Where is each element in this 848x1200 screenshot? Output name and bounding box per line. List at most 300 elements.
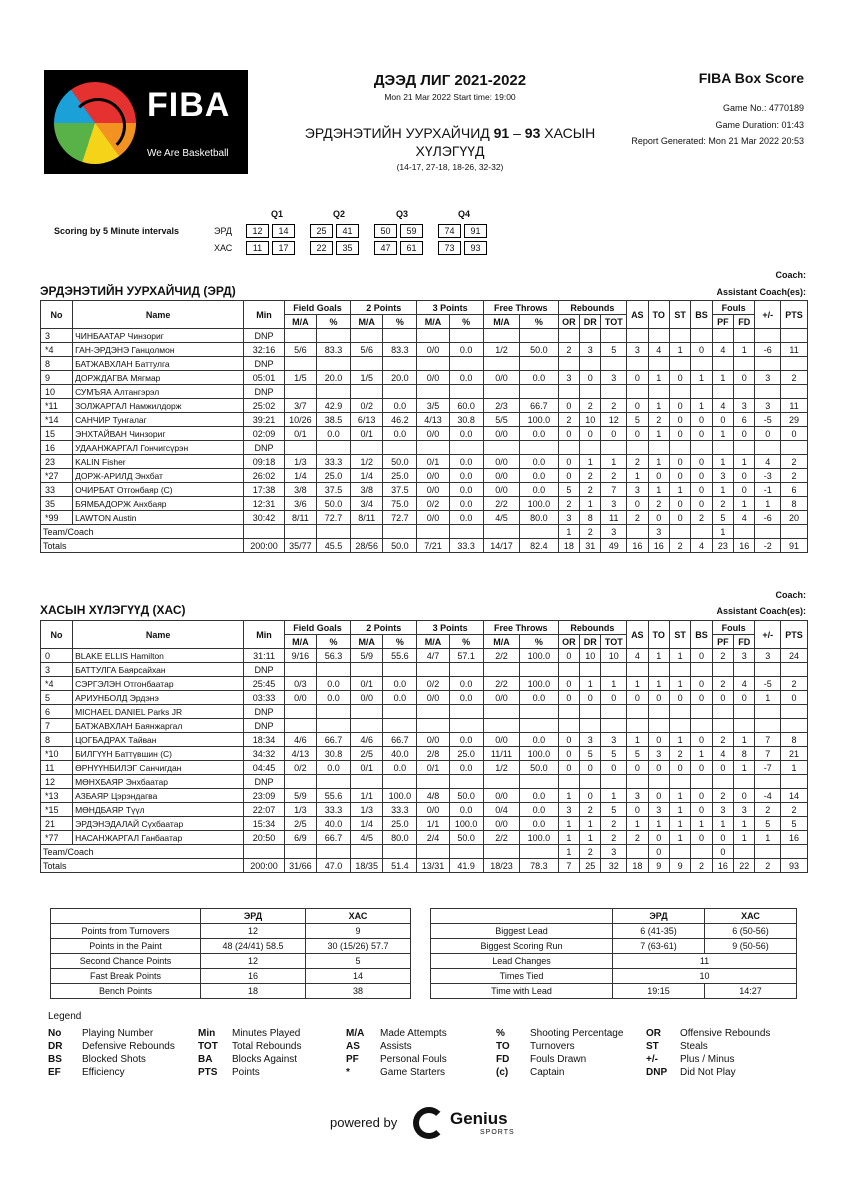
stat-cell: 0/2: [417, 677, 449, 691]
stat-cell: 11: [601, 511, 627, 525]
stat-cell: 72.7: [383, 511, 417, 525]
stat-cell: 0: [669, 511, 690, 525]
score-dash: –: [513, 125, 521, 141]
col-plus-minus: +/-: [755, 301, 781, 329]
legend-item: [646, 1067, 736, 1078]
stat-cell: [417, 719, 449, 733]
stat-cell: 2: [580, 399, 601, 413]
stat-cell: 3: [558, 371, 579, 385]
stat-cell: [483, 357, 519, 371]
game-number: Game No.: 4770189: [722, 103, 804, 113]
stat-cell: 2/2: [483, 677, 519, 691]
stat-cell: 0/0: [483, 483, 519, 497]
summary-value: 10: [613, 969, 797, 984]
stat-cell: [712, 705, 733, 719]
stat-cell: 75.0: [383, 497, 417, 511]
summary-value: 38: [306, 984, 411, 999]
legend-abbr: DNP: [646, 1067, 668, 1078]
totals-label: Totals: [41, 859, 244, 873]
stat-cell: [383, 705, 417, 719]
stat-cell: 7: [601, 483, 627, 497]
stat-cell: [316, 719, 350, 733]
stat-cell: [601, 385, 627, 399]
totals-label: Totals: [41, 539, 244, 553]
stat-cell: САНЧИР Тунгалаг: [73, 413, 244, 427]
stat-cell: 0: [627, 371, 648, 385]
legend-desc: Total Rebounds: [232, 1041, 302, 1052]
stat-cell: 0: [669, 691, 690, 705]
stat-cell: 3: [648, 803, 669, 817]
stat-cell: [449, 845, 483, 859]
stat-cell: 0: [558, 469, 579, 483]
col-free-throws: Free Throws: [483, 301, 558, 315]
stat-cell: [734, 719, 755, 733]
player-row: [41, 497, 808, 511]
legend-desc: Captain: [530, 1067, 565, 1078]
player-row: [41, 691, 808, 705]
quarter-scores: (14-17, 27-18, 18-26, 32-32): [396, 162, 504, 172]
stat-cell: 6: [41, 705, 73, 719]
date-line: Mon 21 Mar 2022 Start time: 19:00: [384, 92, 516, 102]
stat-cell: 3: [601, 845, 627, 859]
stat-cell: 0/2: [284, 761, 316, 775]
stat-cell: -3: [755, 469, 781, 483]
stat-cell: 1: [580, 497, 601, 511]
stat-cell: 23:09: [244, 789, 285, 803]
stat-cell: [648, 705, 669, 719]
stat-cell: [601, 663, 627, 677]
stat-cell: [601, 441, 627, 455]
stat-cell: [351, 385, 383, 399]
stat-cell: 0/0: [483, 789, 519, 803]
matchup-line: [270, 125, 630, 141]
col-steals: ST: [669, 621, 690, 649]
stat-cell: 1/2: [483, 343, 519, 357]
stat-cell: 0.0: [383, 399, 417, 413]
stat-cell: 0: [734, 691, 755, 705]
stat-cell: БАТТУЛГА Баярсайхан: [73, 663, 244, 677]
stat-cell: 7/21: [417, 539, 449, 553]
stat-cell: 16: [648, 539, 669, 553]
stat-cell: 3: [601, 733, 627, 747]
stat-cell: 23: [712, 539, 733, 553]
stat-cell: [755, 525, 781, 539]
player-row: [41, 385, 808, 399]
stat-cell: 5: [755, 817, 781, 831]
stat-cell: 1: [648, 455, 669, 469]
stat-cell: 0: [691, 789, 712, 803]
col-3p-pct: %: [449, 315, 483, 329]
stat-cell: [627, 775, 648, 789]
stat-cell: 2: [601, 831, 627, 845]
summary-value: 14: [306, 969, 411, 984]
stat-cell: [316, 775, 350, 789]
totals-row: [41, 859, 808, 873]
stat-cell: 23: [41, 455, 73, 469]
team1-coach: Coach:: [775, 270, 806, 280]
stat-cell: 60.0: [449, 399, 483, 413]
stat-cell: 5: [601, 747, 627, 761]
stat-cell: 05:01: [244, 371, 285, 385]
stat-cell: [383, 329, 417, 343]
stat-cell: ДОРЖДАГВА Мягмар: [73, 371, 244, 385]
stat-cell: 8/11: [351, 511, 383, 525]
stat-cell: 0: [558, 747, 579, 761]
stat-cell: [351, 663, 383, 677]
stat-cell: DNP: [244, 329, 285, 343]
stat-cell: 55.6: [316, 789, 350, 803]
stat-cell: 50.0: [316, 497, 350, 511]
stat-cell: 50.0: [520, 343, 559, 357]
stat-cell: 0/0: [483, 469, 519, 483]
stat-cell: 0.0: [449, 497, 483, 511]
stat-cell: 11: [781, 343, 808, 357]
stat-cell: 51.4: [383, 859, 417, 873]
stat-cell: 2: [712, 789, 733, 803]
stat-cell: 32:16: [244, 343, 285, 357]
stat-cell: 1: [580, 817, 601, 831]
stat-cell: 57.1: [449, 649, 483, 663]
stat-cell: 1: [734, 831, 755, 845]
stat-cell: [383, 845, 417, 859]
stat-cell: 0.0: [383, 691, 417, 705]
stat-cell: 11: [41, 761, 73, 775]
stat-cell: KALIN Fisher: [73, 455, 244, 469]
stat-cell: 1: [580, 677, 601, 691]
stat-cell: 20.0: [383, 371, 417, 385]
q1-label: Q1: [271, 209, 284, 219]
stat-cell: 0/0: [417, 371, 449, 385]
stat-cell: [558, 385, 579, 399]
away-team-name-line2: ХҮЛЭГҮҮД: [415, 143, 485, 159]
stat-cell: [648, 385, 669, 399]
stat-cell: 5: [627, 747, 648, 761]
legend-desc: Blocked Shots: [82, 1054, 146, 1065]
legend-item: [198, 1028, 300, 1039]
stat-cell: 2/2: [483, 831, 519, 845]
stat-cell: 0: [781, 691, 808, 705]
stat-cell: [691, 663, 712, 677]
stat-cell: 0/0: [417, 803, 449, 817]
stat-cell: 1: [648, 677, 669, 691]
stat-cell: 0: [627, 427, 648, 441]
stat-cell: 1: [648, 483, 669, 497]
stat-cell: 2: [781, 455, 808, 469]
stat-cell: -6: [755, 511, 781, 525]
stat-cell: 50.0: [383, 539, 417, 553]
stat-cell: 0: [712, 413, 733, 427]
stat-cell: 5: [627, 413, 648, 427]
stat-cell: 24: [781, 649, 808, 663]
legend-desc: Defensive Rebounds: [82, 1041, 175, 1052]
stat-cell: 55.6: [383, 649, 417, 663]
stat-cell: НАСАНЖАРГАЛ Ганбаатар: [73, 831, 244, 845]
stat-cell: 1: [691, 371, 712, 385]
stat-cell: 1: [712, 427, 733, 441]
stat-cell: 0.0: [316, 427, 350, 441]
stat-cell: [351, 705, 383, 719]
stat-cell: [781, 663, 808, 677]
stat-cell: [691, 719, 712, 733]
player-row: [41, 747, 808, 761]
stat-cell: [755, 357, 781, 371]
stat-cell: -1: [755, 483, 781, 497]
player-row: [41, 677, 808, 691]
stat-cell: 5: [558, 483, 579, 497]
player-row: [41, 455, 808, 469]
stat-cell: [691, 357, 712, 371]
interval-b-6: 61: [400, 241, 423, 255]
legend-desc: Assists: [380, 1041, 412, 1052]
stat-cell: [417, 525, 449, 539]
col-3p-ma: M/A: [417, 635, 449, 649]
stat-cell: 0: [648, 831, 669, 845]
stat-cell: 0/1: [351, 427, 383, 441]
stat-cell: 1: [691, 747, 712, 761]
stat-cell: DNP: [244, 705, 285, 719]
stat-cell: [601, 357, 627, 371]
stat-cell: [520, 525, 559, 539]
stat-cell: 8: [734, 747, 755, 761]
stat-cell: 1: [601, 677, 627, 691]
stat-cell: [417, 663, 449, 677]
stat-cell: 5: [712, 511, 733, 525]
logo-text: FIBA: [147, 86, 231, 124]
legend-desc: Fouls Drawn: [530, 1054, 587, 1065]
legend-item: [646, 1041, 708, 1052]
stat-cell: 0.0: [383, 677, 417, 691]
legend-abbr: Min: [198, 1028, 216, 1039]
stat-cell: 0/0: [483, 427, 519, 441]
summary-row: [51, 924, 411, 939]
stat-cell: 0.0: [520, 803, 559, 817]
stat-cell: [580, 775, 601, 789]
stat-cell: 2: [601, 469, 627, 483]
stat-cell: [781, 329, 808, 343]
summary-value: 30 (15/26) 57.7: [306, 939, 411, 954]
stat-cell: 11: [781, 399, 808, 413]
stat-cell: 1: [781, 761, 808, 775]
stat-cell: [316, 385, 350, 399]
col-2p-ma: M/A: [351, 635, 383, 649]
stat-cell: 25:02: [244, 399, 285, 413]
stat-cell: [449, 441, 483, 455]
stat-cell: 5/6: [351, 343, 383, 357]
stat-cell: 41.9: [449, 859, 483, 873]
stat-cell: 0: [648, 733, 669, 747]
stat-cell: [520, 441, 559, 455]
stat-cell: 25: [580, 859, 601, 873]
stat-cell: DNP: [244, 719, 285, 733]
stat-cell: 0/0: [417, 483, 449, 497]
stat-cell: 0/0: [483, 371, 519, 385]
legend-item: [198, 1067, 260, 1078]
stat-cell: 2: [648, 413, 669, 427]
stat-cell: 2: [781, 677, 808, 691]
stat-cell: 4: [712, 343, 733, 357]
stat-cell: [520, 719, 559, 733]
stat-cell: 0: [41, 649, 73, 663]
stat-cell: 2: [712, 497, 733, 511]
stat-cell: БЯМБАДОРЖ Анхбаяр: [73, 497, 244, 511]
summary-value: 9 (50-56): [705, 939, 797, 954]
stat-cell: 0: [712, 691, 733, 705]
stat-cell: [601, 719, 627, 733]
stat-cell: [316, 705, 350, 719]
col-ft-ma: M/A: [483, 635, 519, 649]
stat-cell: 1: [734, 455, 755, 469]
stat-cell: 1/5: [284, 371, 316, 385]
stat-cell: 0: [580, 691, 601, 705]
stat-cell: 1: [627, 469, 648, 483]
stat-cell: 34:32: [244, 747, 285, 761]
summary-row: [51, 954, 411, 969]
stat-cell: 0: [669, 427, 690, 441]
stat-cell: [284, 385, 316, 399]
stat-cell: 0: [691, 413, 712, 427]
legend-desc: Turnovers: [530, 1041, 575, 1052]
stat-cell: 3: [734, 649, 755, 663]
stat-cell: 5/9: [351, 649, 383, 663]
stat-cell: БИЛГҮҮН Баттүвшин (C): [73, 747, 244, 761]
stat-cell: 3: [580, 733, 601, 747]
stat-cell: [627, 357, 648, 371]
stat-cell: [316, 525, 350, 539]
player-row: [41, 371, 808, 385]
stat-cell: 0: [669, 761, 690, 775]
stat-cell: 0: [691, 427, 712, 441]
legend-item: [496, 1028, 623, 1039]
stat-cell: 33.3: [449, 539, 483, 553]
summary-header: ЭРД: [613, 909, 705, 924]
stat-cell: 1: [712, 817, 733, 831]
summary-value: 6 (41-35): [613, 924, 705, 939]
genius-brand-sub: SPORTS: [480, 1129, 515, 1136]
stat-cell: [648, 775, 669, 789]
stat-cell: 16: [41, 441, 73, 455]
interval-b-1: 11: [246, 241, 269, 255]
stat-cell: [669, 845, 690, 859]
stat-cell: [781, 719, 808, 733]
legend-item: [346, 1041, 412, 1052]
stat-cell: [755, 441, 781, 455]
stat-cell: 04:45: [244, 761, 285, 775]
stat-cell: 0: [734, 483, 755, 497]
stat-cell: [284, 705, 316, 719]
stat-cell: 33.3: [383, 803, 417, 817]
stat-cell: 1/1: [417, 817, 449, 831]
stat-cell: [669, 705, 690, 719]
player-row: [41, 817, 808, 831]
stat-cell: 3: [558, 511, 579, 525]
stat-cell: [648, 719, 669, 733]
stat-cell: 1: [669, 677, 690, 691]
summary-value: 16: [201, 969, 306, 984]
stat-cell: 0: [669, 399, 690, 413]
stat-cell: [755, 663, 781, 677]
stat-cell: 30.8: [316, 747, 350, 761]
stat-cell: [483, 845, 519, 859]
legend-abbr: +/-: [646, 1054, 658, 1065]
legend-abbr: OR: [646, 1028, 661, 1039]
stat-cell: 2: [755, 803, 781, 817]
stat-cell: [417, 441, 449, 455]
stat-cell: 1: [627, 817, 648, 831]
stat-cell: 2: [627, 831, 648, 845]
stat-cell: 1: [669, 483, 690, 497]
legend-desc: Game Starters: [380, 1067, 446, 1078]
stat-cell: [734, 329, 755, 343]
stat-cell: [351, 719, 383, 733]
stat-cell: [781, 385, 808, 399]
stat-cell: 0.0: [449, 691, 483, 705]
stat-cell: 4/5: [351, 831, 383, 845]
summary-value: 9: [306, 924, 411, 939]
col-ft-pct: %: [520, 635, 559, 649]
stat-cell: 3: [648, 525, 669, 539]
stat-cell: 1: [691, 399, 712, 413]
col-3-points: 3 Points: [417, 301, 483, 315]
summary-label: Points from Turnovers: [51, 924, 201, 939]
stat-cell: 1/1: [351, 789, 383, 803]
stat-cell: 0: [669, 497, 690, 511]
stat-cell: [734, 441, 755, 455]
stat-cell: 7: [755, 733, 781, 747]
stat-cell: 0/0: [417, 733, 449, 747]
stat-cell: 0: [601, 761, 627, 775]
stat-cell: [417, 775, 449, 789]
player-row: [41, 399, 808, 413]
stat-cell: DNP: [244, 441, 285, 455]
stat-cell: 2: [755, 859, 781, 873]
stat-cell: 0/0: [351, 691, 383, 705]
stat-cell: 2: [558, 497, 579, 511]
stat-cell: 1: [755, 497, 781, 511]
stat-cell: 0/3: [284, 677, 316, 691]
stat-cell: [712, 357, 733, 371]
legend-desc: Made Attempts: [380, 1028, 447, 1039]
stat-cell: 20: [781, 511, 808, 525]
interval-b-5: 47: [374, 241, 397, 255]
stat-cell: [284, 329, 316, 343]
scoring-label: Scoring by 5 Minute intervals: [54, 226, 180, 236]
stat-cell: 0/0: [417, 511, 449, 525]
col-tot: TOT: [601, 635, 627, 649]
col-no: No: [41, 301, 73, 329]
stat-cell: 50.0: [449, 789, 483, 803]
stat-cell: 0/0: [417, 469, 449, 483]
stat-cell: [558, 719, 579, 733]
col-or: OR: [558, 315, 579, 329]
stat-cell: 7: [558, 859, 579, 873]
stat-cell: [316, 663, 350, 677]
interval-a-4: 41: [336, 224, 359, 238]
stat-cell: 1: [734, 733, 755, 747]
stat-cell: 20:50: [244, 831, 285, 845]
stat-cell: [734, 845, 755, 859]
stat-cell: [755, 719, 781, 733]
stat-cell: [580, 357, 601, 371]
col-field-goals: Field Goals: [284, 301, 350, 315]
player-row: [41, 649, 808, 663]
stat-cell: 0.0: [449, 733, 483, 747]
summary-right-table: [430, 908, 797, 999]
box-score-title: FIBA Box Score: [698, 70, 804, 86]
stat-cell: [781, 775, 808, 789]
stat-cell: [712, 719, 733, 733]
legend-item: [646, 1054, 734, 1065]
stat-cell: 100.0: [383, 789, 417, 803]
